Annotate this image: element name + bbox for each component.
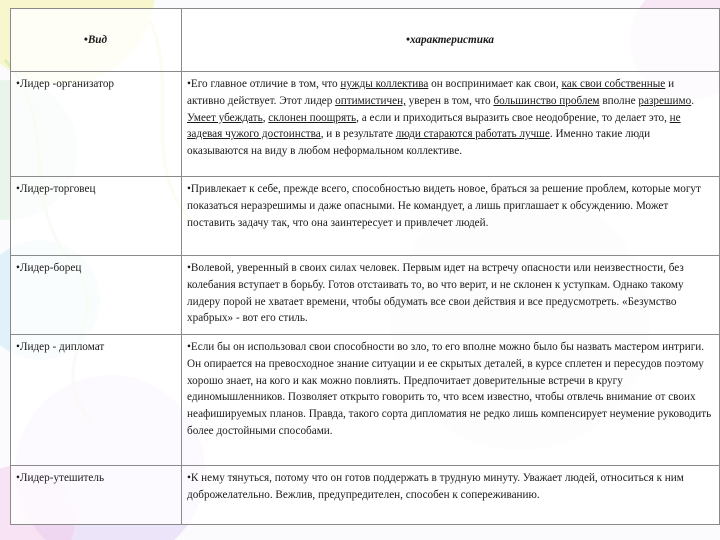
underlined-text-run: оптимистичен,	[335, 94, 406, 107]
characteristic-cell: •Привлекает к себе, прежде всего, способностью видеть новое, браться за решение проблем, которые могут показаться неразрешимы и даже опасными. Не командует, а лишь приглашает к обсуждению. Может поставить задачу так, что она заинтересует и привлечет людей.	[182, 177, 720, 256]
characteristic-cell: •Если бы он использовал свои способности во зло, то его вполне можно было бы назвать мастером интриги. Он опирается на превосходное знание ситуации и ее скрытых деталей, в курсе сплетен и пересудов поэтому хорошо знает, на кого и как можно повлиять. Предпочитает доверительные встречи в кругу единомышленников. Позволяет открыто говорить то, что всем известно, чтобы отвлечь внимание от своих неафишируемых планов. Правда, такого сорта дипломатия не редко лишь компенсирует неумение руководить более достойными способами.	[182, 335, 720, 466]
text-run: , и в результате	[320, 128, 396, 141]
underlined-text-run: не задевая чужого достоинства	[187, 111, 681, 141]
text-run: .	[691, 94, 695, 107]
underlined-text-run: склонен поощрять	[268, 111, 357, 124]
table-row	[11, 256, 720, 335]
text-run: и активно действует. Этот лидер	[187, 78, 675, 107]
underlined-text-run: нужды коллектива	[340, 78, 429, 90]
characteristic-cell: •К нему тянуться, потому что он готов поддержать в трудную минуту. Уважает людей, относиться к ним доброжелательно. Вежлив, предупредителен, способен к сопереживанию.	[182, 466, 720, 525]
table-row	[11, 466, 720, 525]
table-row	[11, 177, 720, 256]
text-run: ,	[262, 111, 269, 124]
underlined-text-run: большинство проблем	[493, 94, 600, 107]
text-run: , а если и приходиться выразить свое неодобрение, то делает это,	[356, 111, 670, 124]
table-row	[11, 72, 720, 177]
underlined-text-run: как свои собственные	[561, 78, 666, 90]
text-run: . Именно такие люди оказываются на виду в любом неформальном коллективе.	[187, 128, 651, 158]
leader-types-table	[10, 8, 720, 525]
underlined-text-run: Умеет убеждать	[187, 111, 263, 124]
table-row	[11, 335, 720, 466]
leader-type-cell: •Лидер-утешитель	[11, 466, 182, 525]
characteristic-cell: •Волевой, уверенный в своих силах человек. Первым идет на встречу опасности или неизвестности, без колебания вступает в борьбу. Готов отстаивать то, во что верит, и не склонен к уступкам. Однако такому лидеру порой не хватает времени, чтобы обдумать все свои действия и все предусмотреть. «Безумство храбрых» - вот его стиль.	[182, 256, 720, 335]
underlined-text-run: люди стараются работать лучше	[395, 128, 550, 141]
table-header-row	[11, 9, 720, 72]
characteristic-cell	[182, 72, 720, 177]
header-characteristic: •характеристика	[182, 9, 720, 72]
leader-type-cell: •Лидер -организатор	[11, 72, 182, 177]
leader-type-cell: •Лидер-борец	[11, 256, 182, 335]
text-run: вполне	[599, 94, 639, 107]
leader-type-cell: •Лидер-торговец	[11, 177, 182, 256]
underlined-text-run: разрешимо	[638, 94, 692, 107]
header-type: •Вид	[11, 9, 182, 72]
text-run: •Его главное отличие в том, что	[187, 78, 341, 90]
text-run: уверен в том, что	[405, 94, 494, 107]
leader-type-cell: •Лидер - дипломат	[11, 335, 182, 466]
text-run: он воспринимает как свои,	[428, 78, 562, 90]
